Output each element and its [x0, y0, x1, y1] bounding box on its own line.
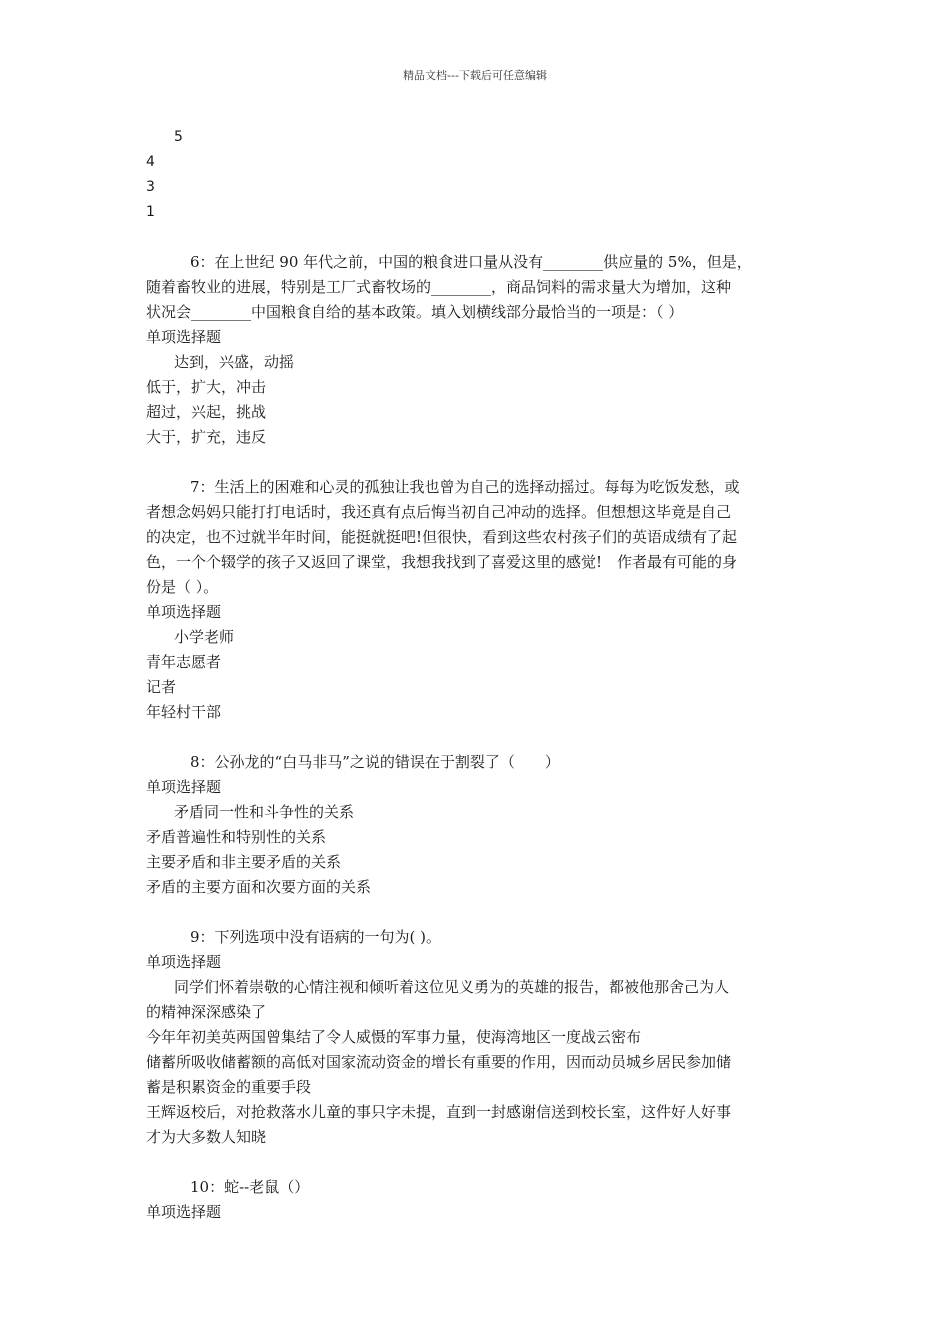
option-b: 低于，扩大，冲击 [146, 378, 267, 396]
option-d-line: 才为大多数人知晓 [146, 1128, 267, 1146]
option-item: 4 [146, 154, 155, 170]
option-d-line: 王辉返校后，对抢救落水儿童的事只字未提，直到一封感谢信送到校长室，这件好人好事 [146, 1103, 732, 1121]
option-c: 记者 [146, 678, 177, 696]
option-item: 5 [174, 129, 183, 145]
question-text-line: 者想念妈妈只能打打电话时，我还真有点后悔当初自己冲动的选择。但想想这毕竟是自己 [146, 503, 732, 521]
question-text-line: 7：生活上的困难和心灵的孤独让我也曾为自己的选择动摇过。每每为吃饭发愁，或 [190, 478, 740, 496]
option-b: 矛盾普遍性和特别性的关系 [146, 828, 327, 846]
option-item: 3 [146, 179, 155, 195]
option-c-line: 储蓄所吸收储蓄额的高低对国家流动资金的增长有重要的作用，因而动员城乡居民参加储 [146, 1053, 732, 1071]
page-header: 精品文档---下载后可任意编辑 [403, 69, 547, 82]
option-a: 达到，兴盛，动摇 [174, 353, 295, 371]
option-c: 主要矛盾和非主要矛盾的关系 [146, 853, 342, 871]
document-body [146, 125, 808, 1225]
option-a-line: 的精神深深感染了 [146, 1003, 267, 1021]
question-6 [146, 250, 808, 450]
question-7 [146, 475, 808, 725]
option-a: 小学老师 [174, 628, 235, 646]
option-a: 矛盾同一性和斗争性的关系 [174, 803, 355, 821]
option-c: 超过，兴起，挑战 [146, 403, 267, 421]
question-text-line: 9：下列选项中没有语病的一句为( )。 [190, 928, 442, 946]
option-a-line: 同学们怀着崇敬的心情注视和倾听着这位见义勇为的英雄的报告，都被他那舍己为人 [174, 978, 730, 996]
question-type-label: 单项选择题 [146, 603, 222, 621]
question-10 [146, 1175, 808, 1225]
option-b: 青年志愿者 [146, 653, 222, 671]
option-item: 1 [146, 204, 155, 220]
question-type-label: 单项选择题 [146, 778, 222, 796]
question-text-line: 8：公孙龙的“白马非马”之说的错误在于割裂了（ ） [190, 753, 560, 771]
question-text-line: 状况会________中国粮食自给的基本政策。填入划横线部分最恰当的一项是：（ ） [146, 303, 684, 321]
question-text-line: 6：在上世纪 90 年代之前，中国的粮食进口量从没有________供应量的 5%，但是， [190, 253, 752, 271]
question-type-label: 单项选择题 [146, 328, 222, 346]
question-type-label: 单项选择题 [146, 1203, 222, 1221]
option-b: 今年年初美英两国曾集结了令人威慑的军事力量，使海湾地区一度战云密布 [146, 1028, 642, 1046]
option-c-line: 蓄是积累资金的重要手段 [146, 1078, 312, 1096]
option-d: 矛盾的主要方面和次要方面的关系 [146, 878, 372, 896]
question-text-line: 10：蛇--老鼠（） [190, 1178, 310, 1196]
question-8 [146, 750, 808, 900]
option-d: 年轻村干部 [146, 703, 222, 721]
question-text-line: 份是（ ）。 [146, 578, 219, 596]
question-text-line: 随着畜牧业的进展，特别是工厂式畜牧场的________，商品饲料的需求量大为增加，这种 [146, 278, 732, 296]
question-text-line: 色，一个个辍学的孩子又返回了课堂，我想我找到了喜爱这里的感觉! 作者最有可能的身 [146, 553, 738, 571]
question-text-line: 的决定，也不过就半年时间，能挺就挺吧!但很快，看到这些农村孩子们的英语成绩有了起 [146, 528, 738, 546]
option-d: 大于，扩充，违反 [146, 428, 267, 446]
question-9 [146, 925, 808, 1150]
question-type-label: 单项选择题 [146, 953, 222, 971]
